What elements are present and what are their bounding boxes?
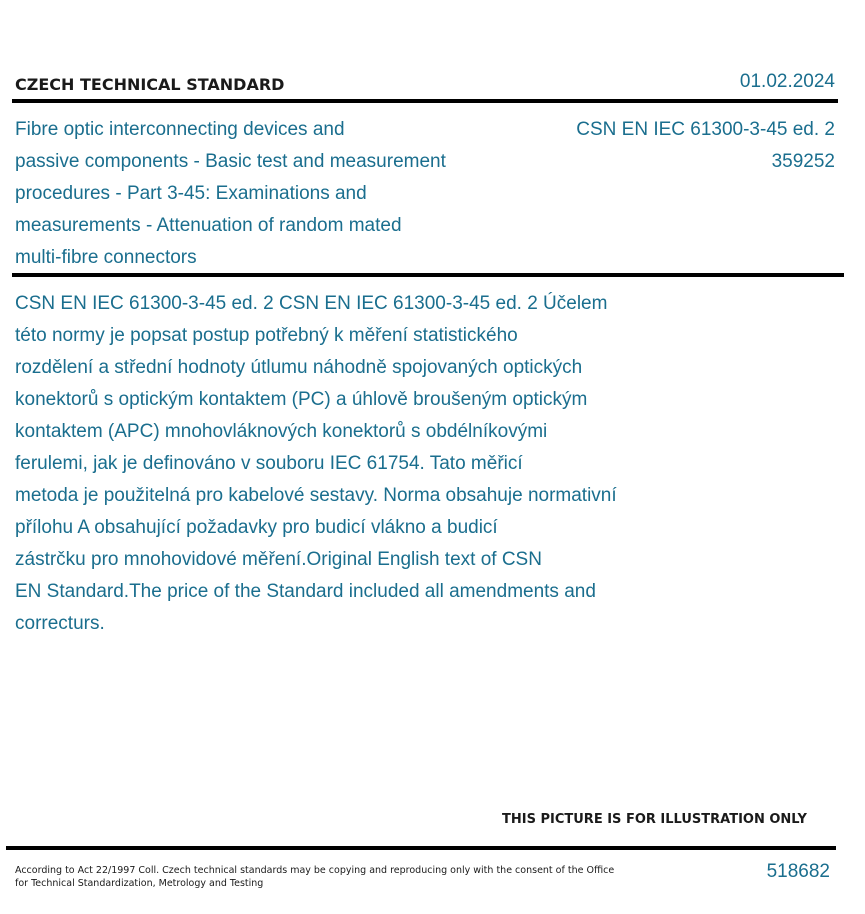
standard-number: 359252 bbox=[771, 151, 835, 172]
title-line: multi-fibre connectors bbox=[15, 247, 197, 268]
standard-title bbox=[15, 114, 525, 274]
title-line: procedures - Part 3-45: Examinations and bbox=[15, 183, 367, 204]
title-line: passive components - Basic test and measurement bbox=[15, 151, 446, 172]
footer-number: 518682 bbox=[766, 861, 830, 882]
header-divider bbox=[12, 99, 838, 103]
legal-notice-line: According to Act 22/1997 Coll. Czech technical standards may be copying and reproducing only with the consent of the Office bbox=[15, 865, 615, 876]
standard-description bbox=[15, 288, 715, 640]
description-line: zástrčku pro mnohovidové měření.Original English text of CSN bbox=[15, 549, 542, 570]
description-line: ferulemi, jak je definováno v souboru IEC 61754. Tato měřicí bbox=[15, 453, 523, 474]
publication-date: 01.02.2024 bbox=[739, 71, 835, 92]
description-line: rozdělení a střední hodnoty útlumu náhodně spojovaných optických bbox=[15, 357, 583, 378]
footer-divider bbox=[6, 846, 836, 850]
legal-notice bbox=[15, 864, 615, 890]
standard-code: CSN EN IEC 61300-3-45 ed. 2 bbox=[576, 119, 835, 140]
document-type-label: CZECH TECHNICAL STANDARD bbox=[15, 75, 285, 94]
illustration-note: THIS PICTURE IS FOR ILLUSTRATION ONLY bbox=[502, 812, 807, 827]
description-line: této normy je popsat postup potřebný k měření statistického bbox=[15, 325, 518, 346]
description-line: konektorů s optickým kontaktem (PC) a úhlově broušeným optickým bbox=[15, 389, 588, 410]
description-line: přílohu A obsahující požadavky pro budicí vlákno a budicí bbox=[15, 517, 498, 538]
description-line: correcturs. bbox=[15, 613, 105, 634]
description-line: CSN EN IEC 61300-3-45 ed. 2 CSN EN IEC 61300-3-45 ed. 2 Účelem bbox=[15, 293, 608, 314]
standard-identifier bbox=[576, 114, 835, 178]
legal-notice-line: for Technical Standardization, Metrology and Testing bbox=[15, 878, 264, 889]
title-divider bbox=[12, 273, 844, 277]
description-line: metoda je použitelná pro kabelové sestavy. Norma obsahuje normativní bbox=[15, 485, 617, 506]
title-line: Fibre optic interconnecting devices and bbox=[15, 119, 345, 140]
description-line: EN Standard.The price of the Standard included all amendments and bbox=[15, 581, 596, 602]
description-line: kontaktem (APC) mnohovláknových konektorů s obdélníkovými bbox=[15, 421, 548, 442]
title-line: measurements - Attenuation of random mated bbox=[15, 215, 402, 236]
